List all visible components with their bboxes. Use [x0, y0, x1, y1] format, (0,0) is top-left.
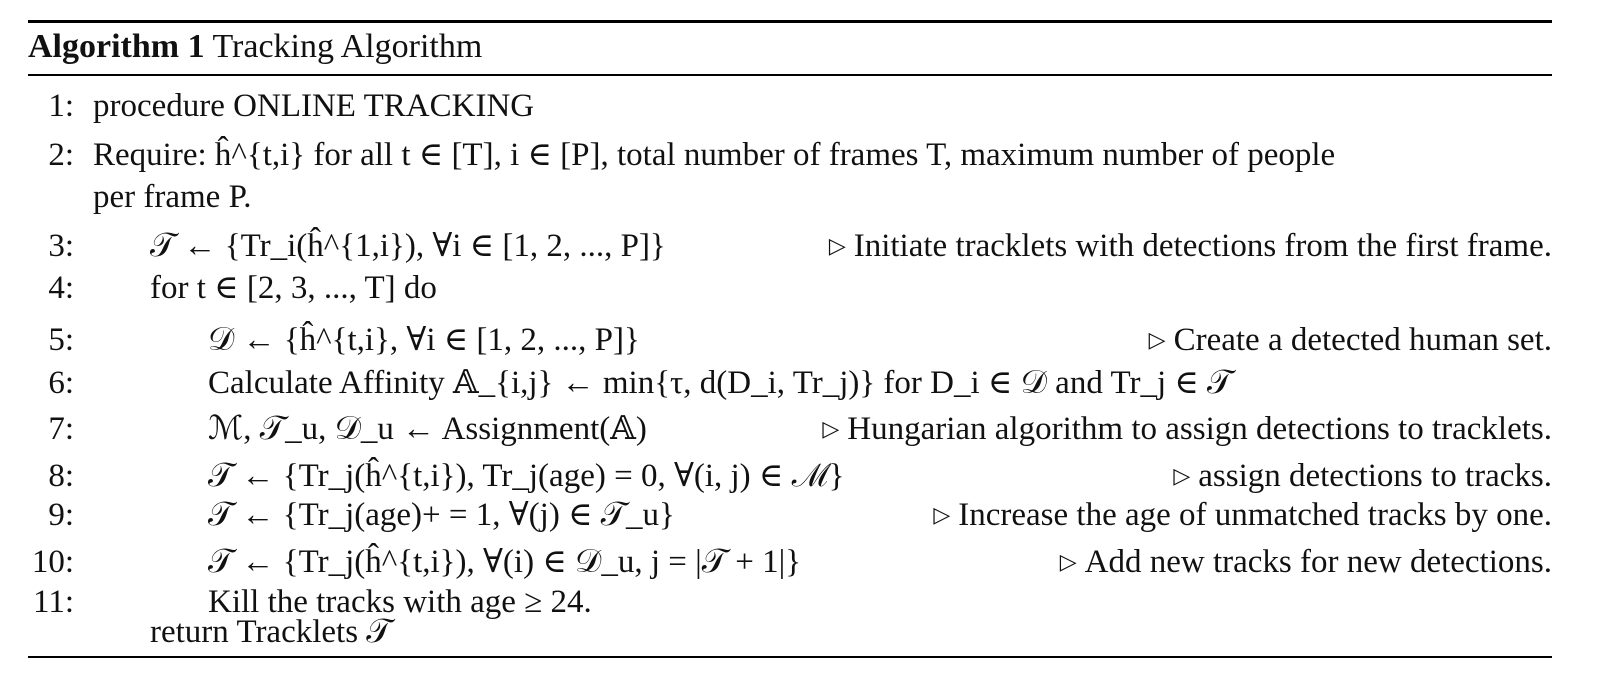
comment-triangle-icon: ▷: [1173, 463, 1191, 488]
comment-text: assign detections to tracks.: [1198, 458, 1552, 494]
comment-triangle-icon: ▷: [933, 502, 951, 527]
comment-triangle-icon: ▷: [1148, 327, 1166, 352]
algo-line-8: [0, 456, 1597, 496]
comment-text: Add new tracks for new detections.: [1084, 544, 1552, 580]
line-text: 𝒯 ← {Tr_i(ĥ^{1,i}), ∀i ∈ [1, 2, ..., P]}: [150, 228, 666, 264]
line-text: 𝒯 ← {Tr_j(age)+ = 1, ∀(j) ∈ 𝒯_u}: [208, 497, 675, 533]
comment-text: Increase the age of unmatched tracks by one.: [958, 497, 1552, 533]
algo-line-3: [0, 226, 1597, 266]
line-comment: [1173, 456, 1552, 499]
line-number: 10:: [31, 544, 74, 580]
line-text: for t ∈ [2, 3, ..., T] do: [150, 270, 437, 306]
line-number: 11:: [33, 584, 74, 620]
line-number: 3:: [48, 228, 74, 264]
bottom-rule: [28, 656, 1552, 658]
comment-triangle-icon: ▷: [828, 233, 846, 258]
line-text: procedure ONLINE TRACKING: [93, 88, 535, 124]
line-number: 4:: [48, 270, 74, 306]
line-text: return Tracklets 𝒯: [150, 614, 392, 650]
algo-line-10: [0, 542, 1597, 582]
line-number: 6:: [48, 365, 74, 401]
algo-line-9: [0, 495, 1597, 535]
caption-rule: [28, 74, 1552, 76]
line-number: 5:: [48, 322, 74, 358]
line-text: 𝒟 ← {ĥ^{t,i}, ∀i ∈ [1, 2, ..., P]}: [208, 322, 640, 358]
line-text: Require: ĥ^{t,i} for all t ∈ [T], i ∈ [P], total number of frames T, maximum number of people: [93, 137, 1336, 173]
line-number: 9:: [48, 497, 74, 533]
comment-triangle-icon: ▷: [1059, 549, 1077, 574]
comment-triangle-icon: ▷: [822, 416, 840, 441]
line-text: 𝒯 ← {Tr_j(ĥ^{t,i}), ∀(i) ∈ 𝒟_u, j = |𝒯 + 1|}: [208, 544, 802, 580]
comment-text: Initiate tracklets with detections from the first frame.: [853, 228, 1552, 264]
line-number: 2:: [48, 137, 74, 173]
algo-line-4: [0, 268, 1597, 308]
algorithm-caption: [28, 26, 482, 68]
algo-line-6: [0, 363, 1597, 403]
line-text: ℳ, 𝒯_u, 𝒟_u ← Assignment(𝔸): [208, 411, 647, 447]
line-comment: [933, 495, 1552, 538]
line-comment: [1149, 320, 1552, 363]
algo-line-return: [0, 612, 1597, 652]
line-text: Kill the tracks with age ≥ 24.: [208, 584, 592, 620]
algo-line-1: [0, 86, 1597, 126]
algo-line-2: [0, 135, 1597, 175]
line-comment: [829, 226, 1552, 269]
top-rule: [28, 20, 1552, 23]
line-comment: [822, 409, 1552, 452]
algo-line-2-continuation: [0, 177, 1597, 217]
line-number: 1:: [48, 88, 74, 124]
algo-line-7: [0, 409, 1597, 449]
line-comment: [1060, 542, 1552, 585]
line-text: Calculate Affinity 𝔸_{i,j} ← min{τ, d(D_i, Tr_j)} for D_i ∈ 𝒟 and Tr_j ∈ 𝒯: [208, 365, 1233, 401]
line-number: 8:: [48, 458, 74, 494]
line-text: 𝒯 ← {Tr_j(ĥ^{t,i}), Tr_j(age) = 0, ∀(i, j) ∈ ℳ}: [208, 458, 845, 494]
algo-line-5: [0, 320, 1597, 360]
algorithm-title: Tracking Algorithm: [212, 28, 483, 65]
line-text-continuation: per frame P.: [93, 179, 252, 215]
comment-text: Create a detected human set.: [1173, 322, 1552, 358]
comment-text: Hungarian algorithm to assign detections to tracklets.: [847, 411, 1552, 447]
line-number: 7:: [48, 411, 74, 447]
algorithm-label: Algorithm 1: [28, 28, 205, 65]
